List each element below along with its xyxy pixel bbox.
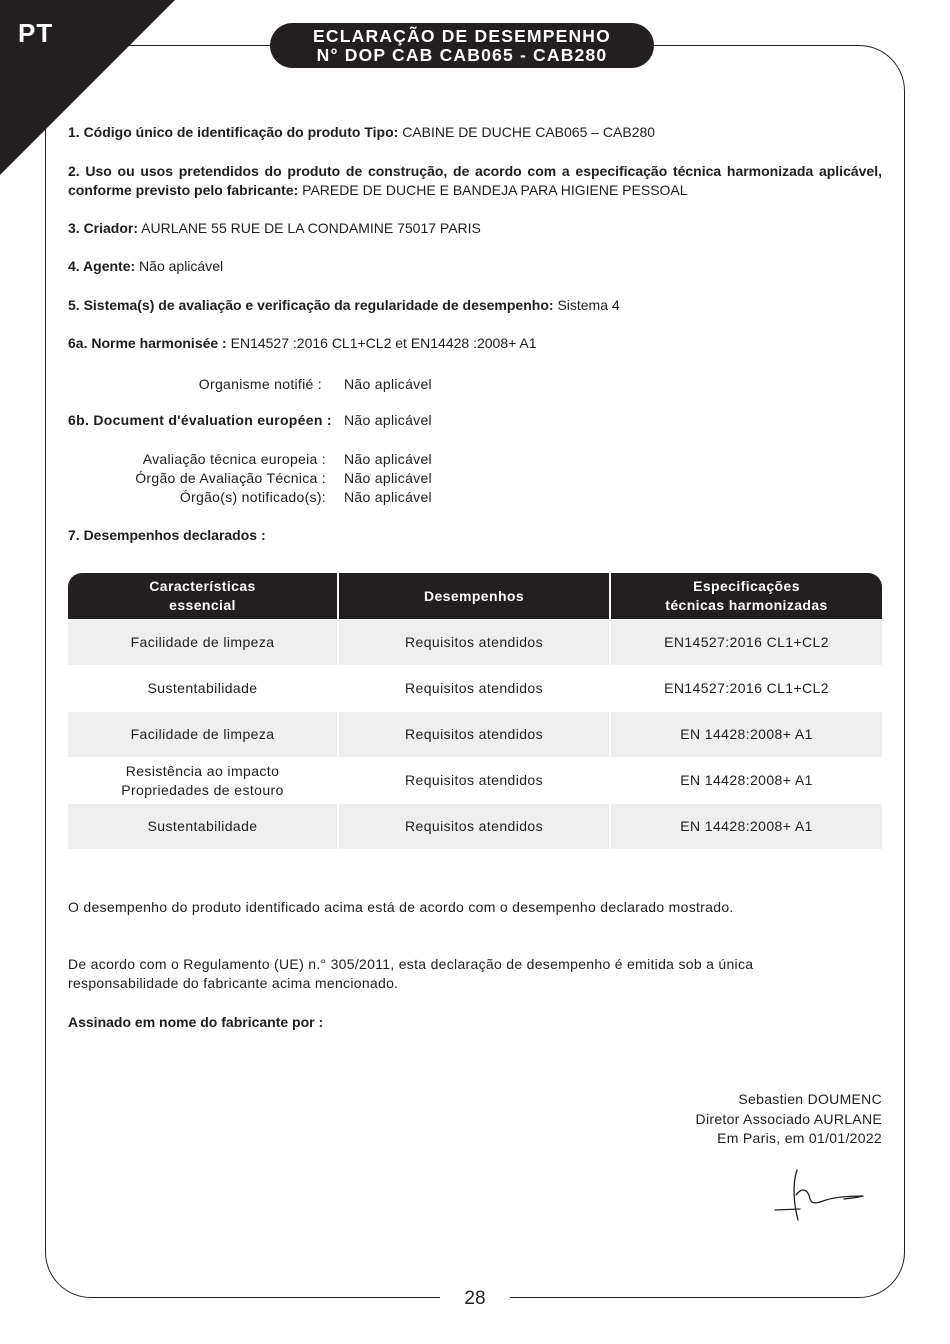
header-specifications-line2: técnicas harmonizadas bbox=[665, 597, 828, 613]
item-1-value: CABINE DE DUCHE CAB065 – CAB280 bbox=[402, 124, 656, 140]
document-title bbox=[270, 23, 654, 68]
statement-regulation bbox=[68, 955, 882, 993]
table-header-row bbox=[68, 573, 882, 619]
statement-regulation-line1: De acordo com o Regulamento (UE) n.° 305/2011, esta declaração de desempenho é emitida sob a única bbox=[68, 956, 754, 972]
ate-value: Não aplicável bbox=[344, 451, 432, 467]
signatory-block bbox=[696, 1090, 882, 1149]
signatory-name: Sebastien DOUMENC bbox=[738, 1091, 882, 1107]
orgao-label: Órgão de Avaliação Técnica : bbox=[135, 470, 326, 486]
item-6b-label: 6b. Document d'évaluation européen : bbox=[68, 412, 332, 428]
cell-characteristic-text: Resistência ao impacto bbox=[125, 762, 280, 779]
signatory-role: Diretor Associado AURLANE bbox=[695, 1110, 882, 1127]
item-3-label: 3. Criador: bbox=[68, 220, 139, 236]
item-5 bbox=[68, 296, 882, 315]
item-7 bbox=[68, 526, 882, 545]
orgao-value: Não aplicável bbox=[344, 470, 432, 486]
cell-characteristic bbox=[68, 757, 339, 803]
item-4-value: Não aplicável bbox=[139, 258, 224, 274]
item-6a-value: EN14527 :2016 CL1+CL2 et EN14428 :2008+ A1 bbox=[230, 335, 537, 351]
cell-characteristic-text: Facilidade de limpeza bbox=[130, 634, 275, 650]
notificado-label: Órgão(s) notificado(s): bbox=[179, 489, 326, 505]
item-3 bbox=[68, 219, 882, 238]
cell-specification: EN14527:2016 CL1+CL2 bbox=[611, 619, 882, 665]
cell-characteristic bbox=[68, 803, 339, 849]
title-line-2: N° DOP CAB CAB065 - CAB280 bbox=[316, 45, 608, 65]
table-row bbox=[68, 803, 882, 849]
header-characteristics bbox=[68, 573, 339, 619]
language-tag: PT bbox=[18, 18, 54, 48]
header-characteristics-line1: Características bbox=[149, 578, 256, 594]
item-2-value: PAREDE DE DUCHE E BANDEJA PARA HIGIENE PESSOAL bbox=[302, 182, 688, 198]
cell-specification: EN 14428:2008+ A1 bbox=[611, 803, 882, 849]
ate-label: Avaliação técnica europeia : bbox=[142, 451, 326, 467]
statement-conformity: O desempenho do produto identificado acima está de acordo com o desempenho declarado mostrado. bbox=[68, 899, 734, 915]
signed-by-label: Assinado em nome do fabricante por : bbox=[68, 1014, 324, 1030]
organisme-label: Organisme notifié : bbox=[198, 376, 322, 392]
header-performance-label: Desempenhos bbox=[423, 587, 525, 604]
page-number: 28 bbox=[464, 1288, 486, 1309]
item-7-label: 7. Desempenhos declarados : bbox=[68, 527, 266, 543]
organisme-value: Não aplicável bbox=[344, 376, 432, 392]
header-specifications-line1: Especificações bbox=[693, 578, 800, 594]
cell-performance: Requisitos atendidos bbox=[339, 803, 611, 849]
cell-specification: EN 14428:2008+ A1 bbox=[611, 711, 882, 757]
notificado-value: Não aplicável bbox=[344, 489, 432, 505]
item-1-label: 1. Código único de identificação do produto Tipo: bbox=[68, 124, 399, 140]
table-row bbox=[68, 665, 882, 711]
cell-characteristic-text: Sustentabilidade bbox=[147, 818, 258, 834]
performance-table bbox=[68, 573, 882, 849]
title-line-1: ECLARAÇÃO DE DESEMPENHO bbox=[313, 26, 611, 46]
header-specifications bbox=[611, 573, 882, 619]
page-number-box bbox=[440, 1284, 510, 1314]
signatory-place-date: Em Paris, em 01/01/2022 bbox=[717, 1130, 882, 1146]
cell-specification: EN14527:2016 CL1+CL2 bbox=[611, 665, 882, 711]
cell-specification: EN 14428:2008+ A1 bbox=[611, 757, 882, 803]
cell-characteristic-text: Facilidade de limpeza bbox=[130, 726, 275, 742]
item-6a-label: 6a. Norme harmonisée : bbox=[68, 335, 227, 351]
item-4 bbox=[68, 257, 882, 276]
cell-characteristic bbox=[68, 711, 339, 757]
cell-characteristic bbox=[68, 619, 339, 665]
table-row bbox=[68, 757, 882, 803]
item-2-label: 2. Uso ou usos pretendidos do produto de construção, de acordo com a especificação técnica harmonizada aplicável, conforme previsto pelo fabricante: bbox=[68, 163, 882, 198]
item-6b-value: Não aplicável bbox=[344, 412, 432, 428]
cell-performance: Requisitos atendidos bbox=[339, 711, 611, 757]
cell-performance: Requisitos atendidos bbox=[339, 619, 611, 665]
header-performance bbox=[339, 573, 611, 619]
cell-performance: Requisitos atendidos bbox=[339, 757, 611, 803]
table-row bbox=[68, 619, 882, 665]
cell-characteristic-text-2: Propriedades de estouro bbox=[121, 781, 284, 798]
cell-characteristic-text: Sustentabilidade bbox=[147, 680, 258, 696]
item-2 bbox=[68, 162, 882, 200]
signed-by bbox=[68, 1013, 882, 1032]
item-3-value: AURLANE 55 RUE DE LA CONDAMINE 75017 PARIS bbox=[141, 220, 481, 236]
table-row bbox=[68, 711, 882, 757]
cell-characteristic bbox=[68, 665, 339, 711]
header-characteristics-line2: essencial bbox=[169, 597, 236, 613]
handwritten-signature bbox=[770, 1165, 870, 1225]
item-1 bbox=[68, 123, 882, 142]
cell-performance: Requisitos atendidos bbox=[339, 665, 611, 711]
item-6a bbox=[68, 334, 882, 353]
statement-regulation-line2: responsabilidade do fabricante acima mencionado. bbox=[68, 975, 399, 991]
item-5-label: 5. Sistema(s) de avaliação e verificação da regularidade de desempenho: bbox=[68, 297, 554, 313]
item-4-label: 4. Agente: bbox=[68, 258, 136, 274]
item-5-value: Sistema 4 bbox=[557, 297, 620, 313]
